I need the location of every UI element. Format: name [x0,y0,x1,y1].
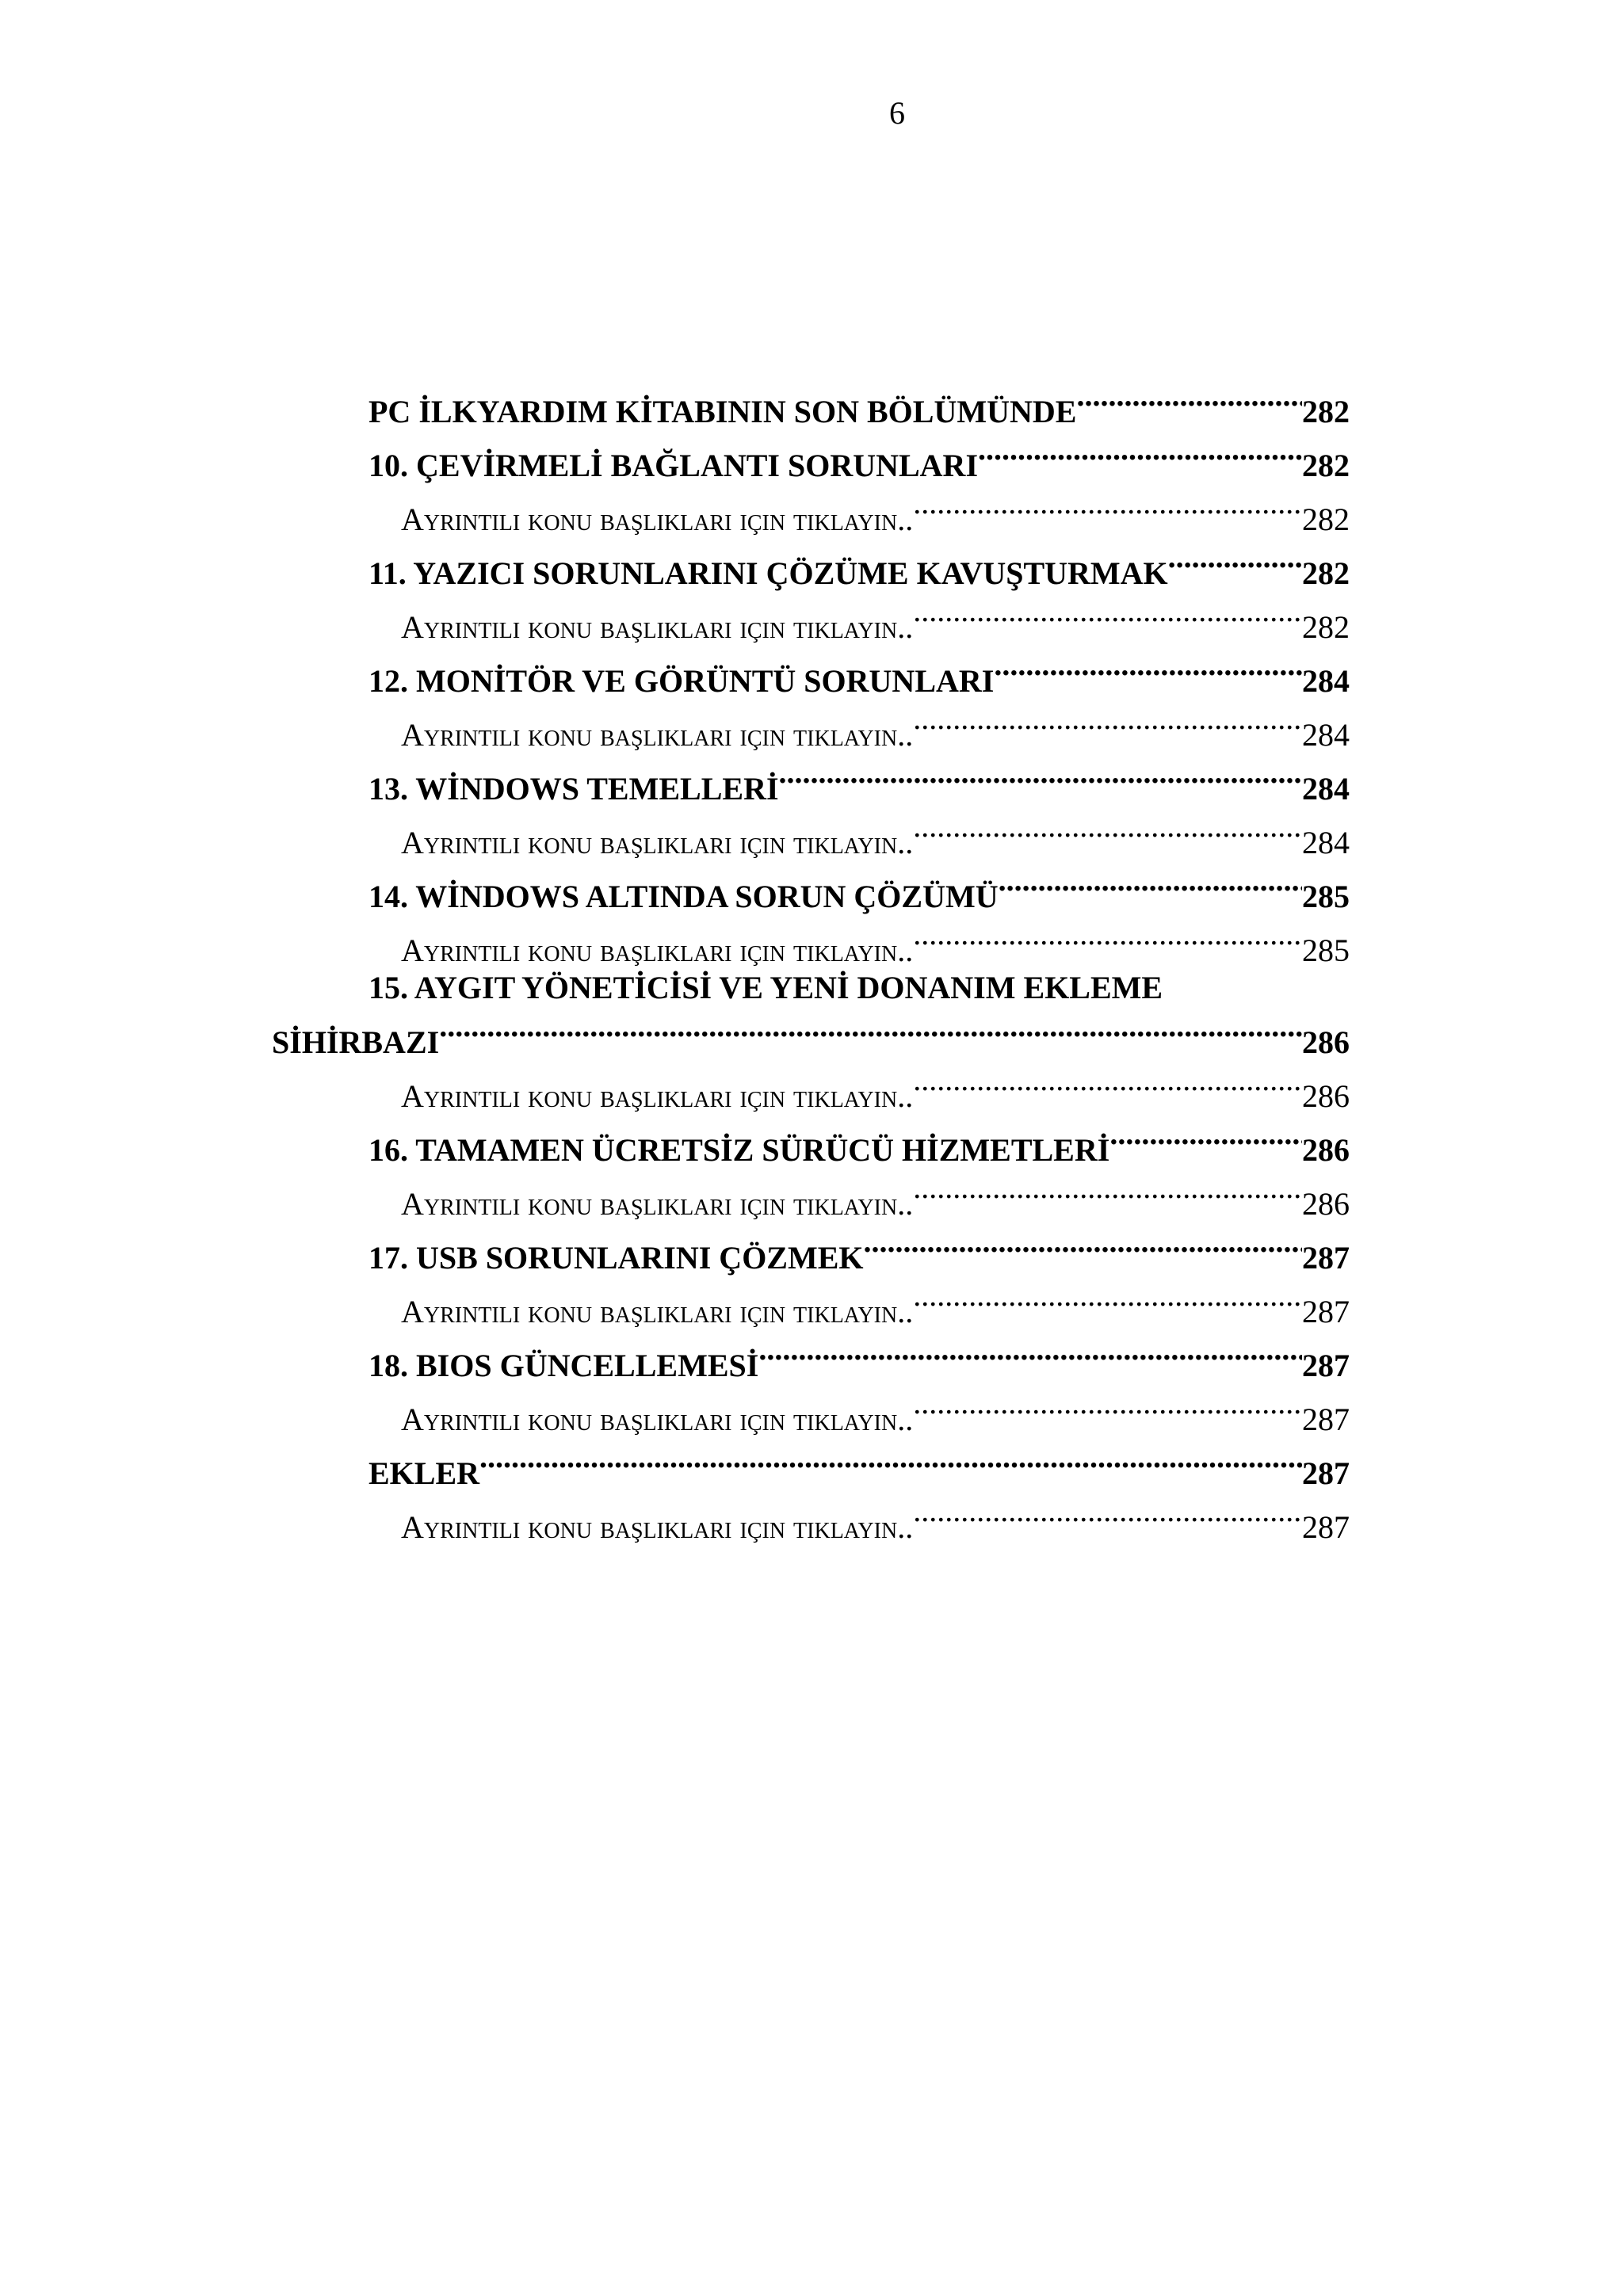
dot-leader [758,1322,1302,1376]
toc-subentry-chapter-14[interactable] [401,907,1350,968]
toc-entry-chapter-14[interactable] [369,853,1350,914]
toc-entry-label: 14. WİNDOWS ALTINDA SORUN ÇÖZÜMÜ [369,879,999,914]
dot-leader [913,1268,1302,1322]
toc-subentry-page: 287 [1302,1509,1350,1545]
toc-entry-chapter-15-continued[interactable] [272,999,1350,1060]
toc-subentry-page: 284 [1302,717,1350,753]
toc-subentry-label: Ayrıntılı konu başlıkları için tıklayın.. [401,502,914,537]
toc-entry-label-continued: SİHİRBAZI [272,1024,440,1060]
toc-entry-page: 284 [1302,771,1350,807]
dot-leader [913,1053,1302,1107]
toc-entry-page: 285 [1302,879,1350,914]
dot-leader [994,638,1302,692]
dot-leader [913,692,1302,746]
toc-subentry-ekler[interactable] [401,1484,1350,1545]
dot-leader [913,1376,1302,1430]
toc-subentry-label: Ayrıntılı konu başlıkları için tıklayın.. [401,1078,914,1114]
dot-leader [913,1161,1302,1215]
toc-entry-chapter-11[interactable] [369,530,1350,591]
dot-leader [479,1430,1302,1484]
dot-leader [439,999,1302,1053]
toc-entry-label: 12. MONİTÖR VE GÖRÜNTÜ SORUNLARI [369,663,995,699]
toc-subentry-page: 286 [1302,1186,1350,1222]
dot-leader [913,476,1302,530]
toc-subentry-chapter-18[interactable] [401,1376,1350,1437]
toc-entry-ekler[interactable] [369,1430,1350,1491]
toc-entry-page: 286 [1302,1024,1350,1060]
toc-subentry-chapter-15[interactable] [401,1053,1350,1114]
toc-entry-label: 15. AYGIT YÖNETİCİSİ VE YENİ DONANIM EKLEME [369,970,1163,1005]
dot-leader [1076,368,1302,422]
toc-subentry-label: Ayrıntılı konu başlıkları için tıklayın.. [401,1509,914,1545]
dot-leader [1168,530,1302,584]
dot-leader [864,1215,1302,1268]
toc-entry-page: 286 [1302,1132,1350,1168]
toc-subentry-chapter-12[interactable] [401,692,1350,753]
toc-entry-chapter-18[interactable] [369,1322,1350,1383]
toc-entry-chapter-17[interactable] [369,1215,1350,1276]
toc-subentry-chapter-10[interactable] [401,476,1350,537]
toc-entry-chapter-16[interactable] [369,1107,1350,1168]
toc-entry-label: PC İLKYARDIM KİTABININ SON BÖLÜMÜNDE [369,394,1077,429]
toc-entry-page: 287 [1302,1455,1350,1491]
toc-entry-label: 13. WİNDOWS TEMELLERİ [369,771,779,807]
toc-entry-chapter-12[interactable] [369,638,1350,699]
toc-subentry-page: 287 [1302,1294,1350,1329]
dot-leader [779,746,1302,799]
page-number: 6 [889,95,905,131]
toc-subentry-label: Ayrıntılı konu başlıkları için tıklayın.. [401,609,914,645]
toc-subentry-page: 284 [1302,825,1350,860]
toc-subentry-page: 286 [1302,1078,1350,1114]
toc-subentry-page: 285 [1302,933,1350,968]
toc-subentry-label: Ayrıntılı konu başlıkları için tıklayın.. [401,1294,914,1329]
dot-leader [999,853,1302,907]
toc-entry-label: 11. YAZICI SORUNLARINI ÇÖZÜME KAVUŞTURMAK [369,555,1168,591]
dot-leader [1109,1107,1302,1161]
toc-subentry-chapter-13[interactable] [401,799,1350,860]
toc-subentry-label: Ayrıntılı konu başlıkları için tıklayın.. [401,933,914,968]
dot-leader [978,422,1302,476]
toc-subentry-chapter-17[interactable] [401,1268,1350,1329]
toc-entry-label: 16. TAMAMEN ÜCRETSİZ SÜRÜCÜ HİZMETLERİ [369,1132,1110,1168]
toc-entry-label: 18. BIOS GÜNCELLEMESİ [369,1348,759,1383]
toc-subentry-page: 282 [1302,502,1350,537]
dot-leader [913,584,1302,638]
dot-leader [913,907,1302,961]
toc-entry-chapter-10[interactable] [369,422,1350,483]
toc-entry-page: 287 [1302,1240,1350,1276]
toc-subentry-label: Ayrıntılı konu başlıkları için tıklayın.. [401,1402,914,1437]
toc-entry-chapter-13[interactable] [369,746,1350,807]
toc-entry-label: EKLER [369,1455,480,1491]
toc-subentry-chapter-16[interactable] [401,1161,1350,1222]
toc-entry-label: 10. ÇEVİRMELİ BAĞLANTI SORUNLARI [369,448,979,483]
toc-entry-page: 282 [1302,394,1350,429]
toc-subentry-label: Ayrıntılı konu başlıkları için tıklayın.. [401,717,914,753]
toc-entry-page: 282 [1302,448,1350,483]
dot-leader [913,799,1302,853]
toc-subentry-label: Ayrıntılı konu başlıkları için tıklayın.. [401,1186,914,1222]
toc-subentry-page: 282 [1302,609,1350,645]
toc-entry-page: 282 [1302,555,1350,591]
toc-entry-pc-ilkyardim[interactable] [369,368,1350,429]
toc-subentry-label: Ayrıntılı konu başlıkları için tıklayın.. [401,825,914,860]
toc-entry-page: 287 [1302,1348,1350,1383]
toc-entry-label: 17. USB SORUNLARINI ÇÖZMEK [369,1240,864,1276]
toc-subentry-page: 287 [1302,1402,1350,1437]
toc-subentry-chapter-11[interactable] [401,584,1350,645]
dot-leader [913,1484,1302,1538]
toc-entry-page: 284 [1302,663,1350,699]
